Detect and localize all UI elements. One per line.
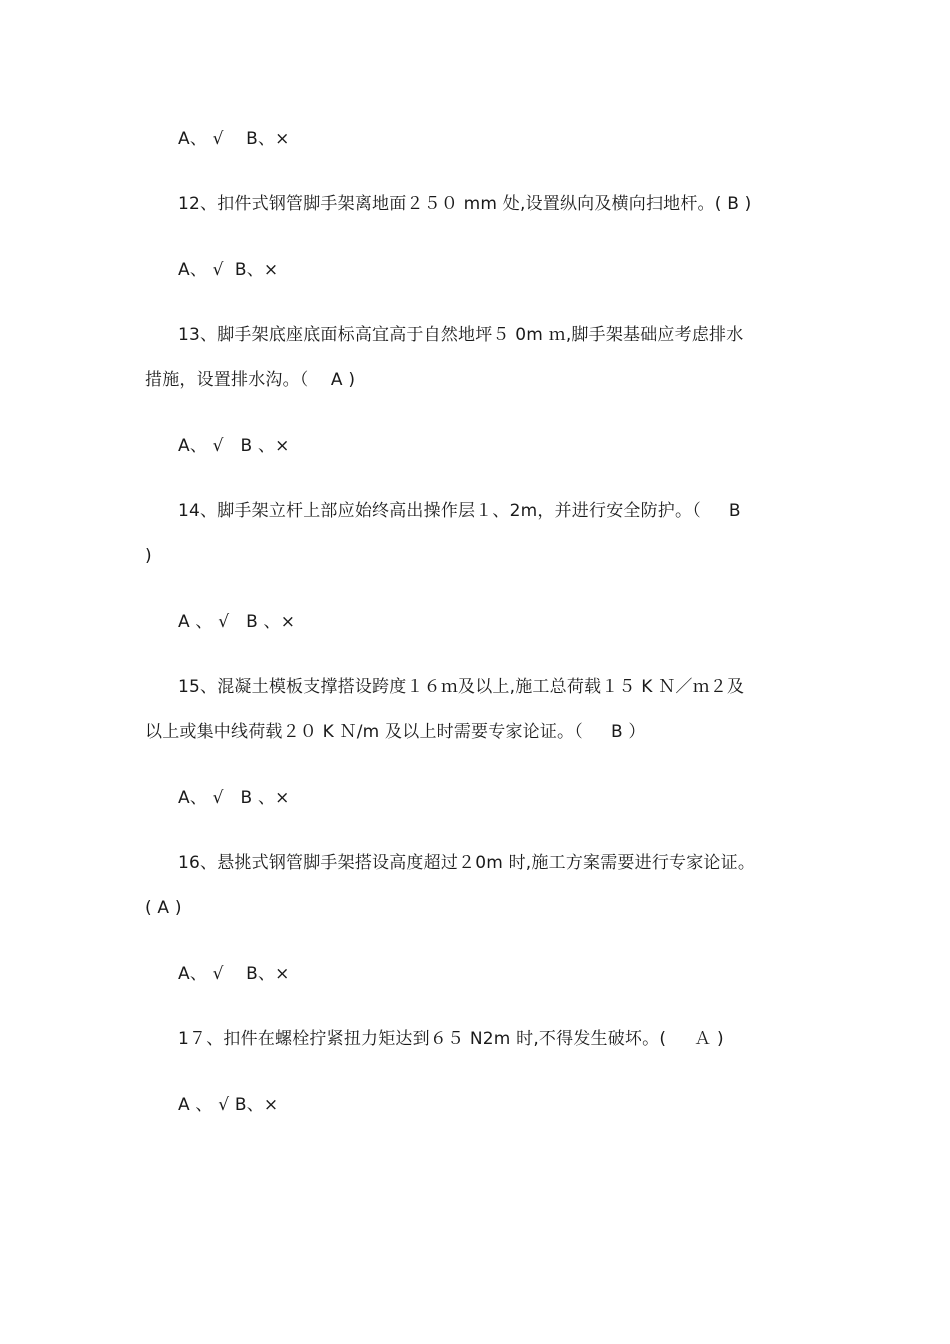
question-15-line-1: 15、混凝土模板支撑搭设跨度１６ｍ及以上,施工总荷载１５ K Ｎ／ｍ２及 [178,677,745,697]
question-14-line-1: 14、脚手架立杆上部应始终高出操作层１、2m，并进行安全防护。（ B [178,501,741,521]
question-16-line-2: ( A ) [145,898,182,918]
answer-options-12: A、 √ B、× [178,260,279,280]
answer-options-17: A 、 √ B、× [178,1095,279,1115]
answer-options-13: A、 √ B 、× [178,436,290,456]
question-13-line-1: 13、脚手架底座底面标高宜高于自然地坪５ 0m ｍ,脚手架基础应考虑排水 [178,325,744,345]
question-17-line-1: 1７、扣件在螺栓拧紧扭力矩达到６５ N2m 时,不得发生破坏。( Ａ ) [178,1029,724,1049]
question-13-line-2: 措施，设置排水沟。（ A ) [145,370,356,390]
question-12-line-1: 12、扣件式钢管脚手架离地面２５０ mm 处,设置纵向及横向扫地杆。( B ) [178,194,752,214]
question-16-line-1: 16、悬挑式钢管脚手架搭设高度超过２0m 时,施工方案需要进行专家论证。 [178,853,756,873]
answer-options-11: A、 √ B、× [178,129,290,149]
answer-options-15: A、 √ B 、× [178,788,290,808]
question-14-line-2: ) [145,546,152,566]
question-15-line-2: 以上或集中线荷载２０ K Ｎ/m 及以上时需要专家论证。（ B ） [145,722,646,742]
answer-options-16: A、 √ B、× [178,964,290,984]
answer-options-14: A 、 √ B 、× [178,612,296,632]
